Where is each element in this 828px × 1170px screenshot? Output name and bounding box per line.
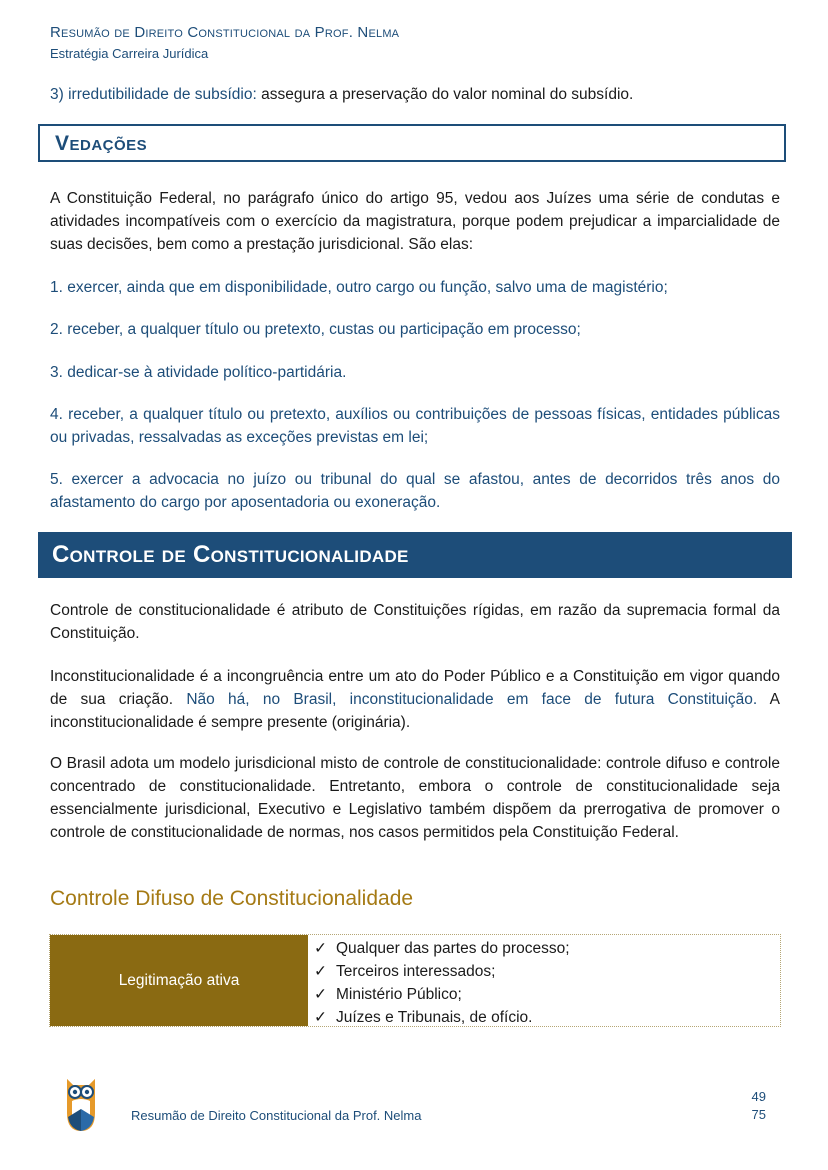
vedacao-item-4: 4. receber, a qualquer título ou pretexto, auxílios ou contribuições de pessoas físicas, entidades públicas ou privadas, ressalvadas as exceções previstas em lei; — [50, 406, 780, 446]
table-left-cell — [50, 935, 308, 1026]
vedacoes-paragraph: A Constituição Federal, no parágrafo único do artigo 95, vedou aos Juízes uma série de condutas e atividades incompatíveis com o exercício da magistratura, porque podem prejudicar a imparcialidade de suas decisões, bem como a prestação jurisdicional. São elas: — [50, 190, 780, 253]
check-icon: ✓ — [314, 940, 327, 957]
vedacao-item-5: 5. exercer a advocacia no juízo ou tribunal do qual se afastou, antes de decorridos três anos do afastamento do cargo por aposentadoria ou exoneração. — [50, 471, 780, 511]
controle-heading-bar — [38, 532, 792, 578]
header-subtitle: Estratégia Carreira Jurídica — [50, 46, 209, 61]
list-item — [314, 937, 570, 960]
check-icon: ✓ — [314, 1009, 327, 1026]
controle-heading: Controle de Constitucionalidade — [52, 541, 409, 568]
vedacao-item-3: 3. dedicar-se à atividade político-partidária. — [50, 364, 347, 381]
controle-p2-highlight: Não há, no Brasil, inconstitucionalidade em face de futura Constituição. — [186, 691, 758, 708]
intro-line — [50, 86, 633, 104]
current-page: 49 — [751, 1089, 766, 1104]
controle-paragraph-3: O Brasil adota um modelo jurisdicional misto de controle de constitucionalidade: controle difuso e controle concentrado de constitucionalidade. Entretanto, embora o controle de constitucionalidade seja essencialmente jurisdicional, Executivo e Legislativo também dispõem da prerrogativa de promover o controle de constitucionalidade de normas, nos casos permitidos pela Constituição Federal. — [50, 755, 780, 841]
table-left-label: Legitimação ativa — [118, 972, 240, 989]
footer-text: Resumão de Direito Constitucional da Prof. Nelma — [131, 1108, 422, 1123]
difuso-heading: Controle Difuso de Constitucionalidade — [50, 887, 414, 910]
list-item-text: Juízes e Tribunais, de ofício. — [336, 1009, 533, 1026]
check-icon: ✓ — [314, 963, 327, 980]
list-item-text: Ministério Público; — [336, 986, 462, 1003]
header-title: Resumão de Direito Constitucional da Prof. Nelma — [50, 24, 400, 41]
list-item — [314, 983, 570, 1006]
table-right-cell — [314, 937, 570, 1029]
list-item-text: Qualquer das partes do processo; — [336, 940, 570, 957]
controle-p2-start: Inconstitucionalidade é a incongruência entre um ato do Poder Público e a Constituição em vigor quando de sua criação. — [50, 668, 780, 708]
page-number — [740, 1088, 766, 1124]
list-item — [314, 1006, 570, 1029]
total-pages: 75 — [751, 1107, 766, 1122]
legitimacao-table — [49, 934, 781, 1027]
vedacoes-heading-box — [38, 124, 786, 162]
list-item-text: Terceiros interessados; — [336, 963, 496, 980]
vedacao-item-2: 2. receber, a qualquer título ou pretexto, custas ou participação em processo; — [50, 321, 581, 338]
owl-logo-icon — [64, 1073, 98, 1133]
controle-paragraph-2 — [50, 665, 780, 734]
list-item — [314, 960, 570, 983]
controle-p2-end: A inconstitucionalidade é sempre presente (originária). — [50, 691, 780, 731]
intro-text: assegura a preservação do valor nominal do subsídio. — [256, 86, 634, 103]
vedacao-item-1: 1. exercer, ainda que em disponibilidade, outro cargo ou função, salvo uma de magistério; — [50, 279, 668, 296]
controle-paragraph-1: Controle de constitucionalidade é atributo de Constituições rígidas, em razão da supremacia formal da Constituição. — [50, 602, 780, 642]
intro-label: 3) irredutibilidade de subsídio: — [50, 86, 257, 103]
vedacoes-heading: Vedações — [55, 132, 148, 155]
check-icon: ✓ — [314, 986, 327, 1003]
